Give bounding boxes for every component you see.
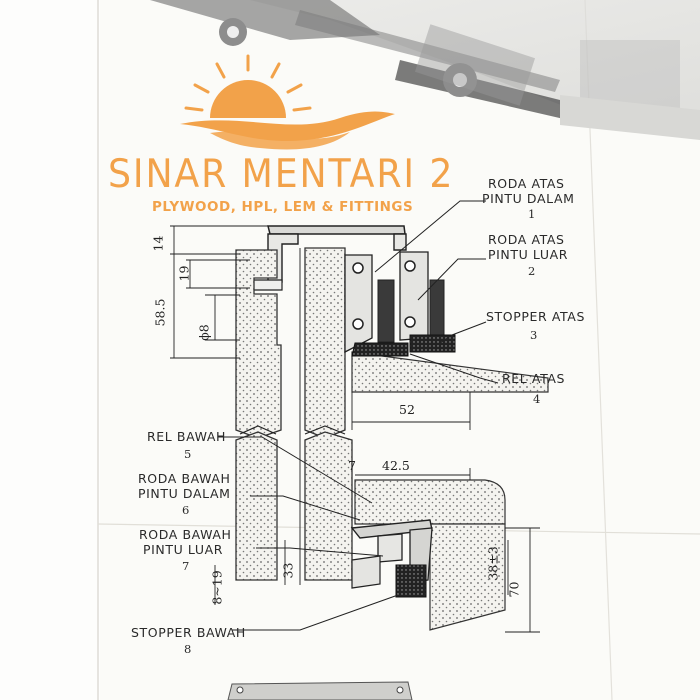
part-5-label: REL BAWAH bbox=[147, 429, 226, 444]
dim-33: 33 bbox=[280, 562, 296, 579]
dim-52: 52 bbox=[399, 402, 415, 417]
part-2-number: 2 bbox=[528, 264, 536, 278]
part-6-label-line1: RODA BAWAH bbox=[138, 471, 231, 486]
upper-roller-inner bbox=[345, 255, 372, 352]
dim-14: 14 bbox=[150, 235, 166, 252]
dim-70: 70 bbox=[506, 581, 522, 598]
part-6-number: 6 bbox=[182, 503, 190, 517]
brand-title: SINAR MENTARI 2 bbox=[108, 152, 455, 197]
dim-8-19: 8~19 bbox=[209, 570, 225, 605]
part-2-label-line1: RODA ATAS bbox=[488, 232, 565, 247]
dim-19: 19 bbox=[176, 265, 192, 282]
dim-7: 7 bbox=[348, 458, 356, 473]
part-4-label: REL ATAS bbox=[502, 371, 566, 386]
part-7-number: 7 bbox=[182, 559, 190, 573]
part-2-label-line2: PINTU LUAR bbox=[488, 247, 569, 262]
dim-diameter-8: ϕ8 bbox=[196, 324, 212, 341]
part-1-label-line1: RODA ATAS bbox=[488, 176, 565, 191]
part-8-label: STOPPER BAWAH bbox=[131, 625, 246, 640]
lower-beam bbox=[355, 480, 505, 524]
part-7-label-line1: RODA BAWAH bbox=[139, 527, 232, 542]
part-1-label-line2: PINTU DALAM bbox=[482, 191, 575, 206]
dim-42-5: 42.5 bbox=[382, 458, 410, 473]
part-3-label: STOPPER ATAS bbox=[486, 309, 585, 324]
dim-38-tolerance: 38±3 bbox=[485, 546, 501, 581]
part-1-number: 1 bbox=[528, 207, 536, 221]
part-4-number: 4 bbox=[533, 392, 541, 406]
part-6-label-line2: PINTU DALAM bbox=[138, 486, 231, 501]
dim-58-5: 58.5 bbox=[152, 298, 168, 327]
part-7-label-line2: PINTU LUAR bbox=[143, 542, 224, 557]
part-5-number: 5 bbox=[184, 447, 192, 461]
outer-door-panel bbox=[300, 248, 352, 585]
brand-subtitle: PLYWOOD, HPL, LEM & FITTINGS bbox=[152, 199, 414, 215]
part-3-number: 3 bbox=[530, 328, 538, 342]
inner-door-panel bbox=[236, 250, 281, 580]
part-8-number: 8 bbox=[184, 642, 192, 656]
